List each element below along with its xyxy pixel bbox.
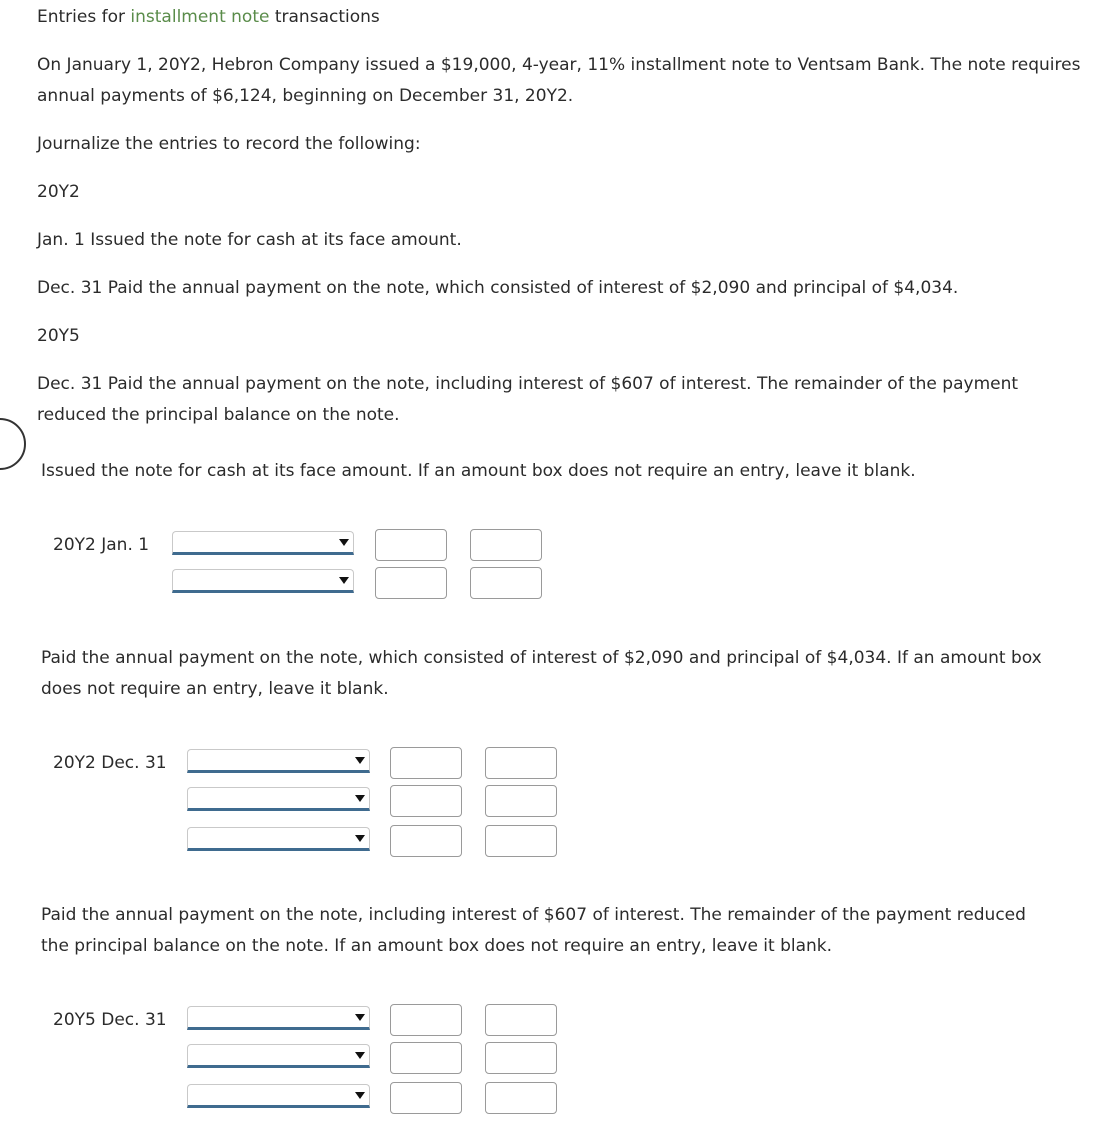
section-1-credit-input-2[interactable]	[470, 567, 542, 599]
section-2-credit-input-1[interactable]	[485, 747, 557, 779]
section-1-account-dropdown-1[interactable]	[172, 531, 354, 555]
section-3-debit-input-1[interactable]	[390, 1004, 462, 1036]
section-3-credit-input-1[interactable]	[485, 1004, 557, 1036]
page-title	[37, 7, 380, 27]
transaction-item-1: Jan. 1 Issued the note for cash at its face amount.	[37, 230, 462, 250]
section-1-credit-input-1[interactable]	[470, 529, 542, 561]
section-2-debit-input-2[interactable]	[390, 785, 462, 817]
caret-down-icon	[355, 1014, 365, 1021]
installment-note-link[interactable]: installment note	[130, 7, 270, 27]
section-2-date-label: 20Y2 Dec. 31	[53, 753, 167, 773]
section-1-debit-input-2[interactable]	[375, 567, 447, 599]
section-2-prompt: Paid the annual payment on the note, which consisted of interest of $2,090 and principal of $4,034. If an amount box does not require an entry, leave it blank.	[41, 648, 1042, 699]
section-3-account-dropdown-3[interactable]	[187, 1084, 370, 1108]
caret-down-icon	[355, 795, 365, 802]
problem-instruction: Journalize the entries to record the following:	[37, 134, 421, 154]
section-3-date-label: 20Y5 Dec. 31	[53, 1010, 167, 1030]
section-2-debit-input-3[interactable]	[390, 825, 462, 857]
caret-down-icon	[355, 835, 365, 842]
section-2-account-dropdown-2[interactable]	[187, 787, 370, 811]
section-1-prompt: Issued the note for cash at its face amount. If an amount box does not require an entry, leave it blank.	[41, 461, 916, 481]
section-1-account-dropdown-2[interactable]	[172, 569, 354, 593]
caret-down-icon	[355, 757, 365, 764]
section-1-date-label: 20Y2 Jan. 1	[53, 535, 150, 555]
caret-down-icon	[355, 1092, 365, 1099]
section-2-credit-input-2[interactable]	[485, 785, 557, 817]
section-3-debit-input-3[interactable]	[390, 1082, 462, 1114]
year-heading-20y5: 20Y5	[37, 326, 80, 346]
transaction-item-3: Dec. 31 Paid the annual payment on the note, including interest of $607 of interest. The remainder of the payment reduced the principal balance on the note.	[37, 374, 1019, 425]
caret-down-icon	[339, 539, 349, 546]
transaction-item-2: Dec. 31 Paid the annual payment on the note, which consisted of interest of $2,090 and principal of $4,034.	[37, 278, 959, 298]
title-prefix: Entries for	[37, 7, 125, 27]
section-2-credit-input-3[interactable]	[485, 825, 557, 857]
section-3-account-dropdown-1[interactable]	[187, 1006, 370, 1030]
problem-intro: On January 1, 20Y2, Hebron Company issued a $19,000, 4-year, 11% installment note to Ventsam Bank. The note requires annual payments of $6,124, beginning on December 31, 20Y2.	[37, 55, 1081, 106]
caret-down-icon	[355, 1052, 365, 1059]
title-suffix: transactions	[274, 7, 380, 27]
section-3-prompt: Paid the annual payment on the note, including interest of $607 of interest. The remainder of the payment reduced the principal balance on the note. If an amount box does not require an entry, leave it blank.	[41, 905, 1026, 956]
year-heading-20y2: 20Y2	[37, 182, 80, 202]
section-2-account-dropdown-3[interactable]	[187, 827, 370, 851]
section-3-credit-input-3[interactable]	[485, 1082, 557, 1114]
section-3-debit-input-2[interactable]	[390, 1042, 462, 1074]
section-3-account-dropdown-2[interactable]	[187, 1044, 370, 1068]
section-2-debit-input-1[interactable]	[390, 747, 462, 779]
section-2-account-dropdown-1[interactable]	[187, 749, 370, 773]
section-3-credit-input-2[interactable]	[485, 1042, 557, 1074]
section-1-debit-input-1[interactable]	[375, 529, 447, 561]
circle-marker-icon	[0, 418, 26, 470]
caret-down-icon	[339, 577, 349, 584]
